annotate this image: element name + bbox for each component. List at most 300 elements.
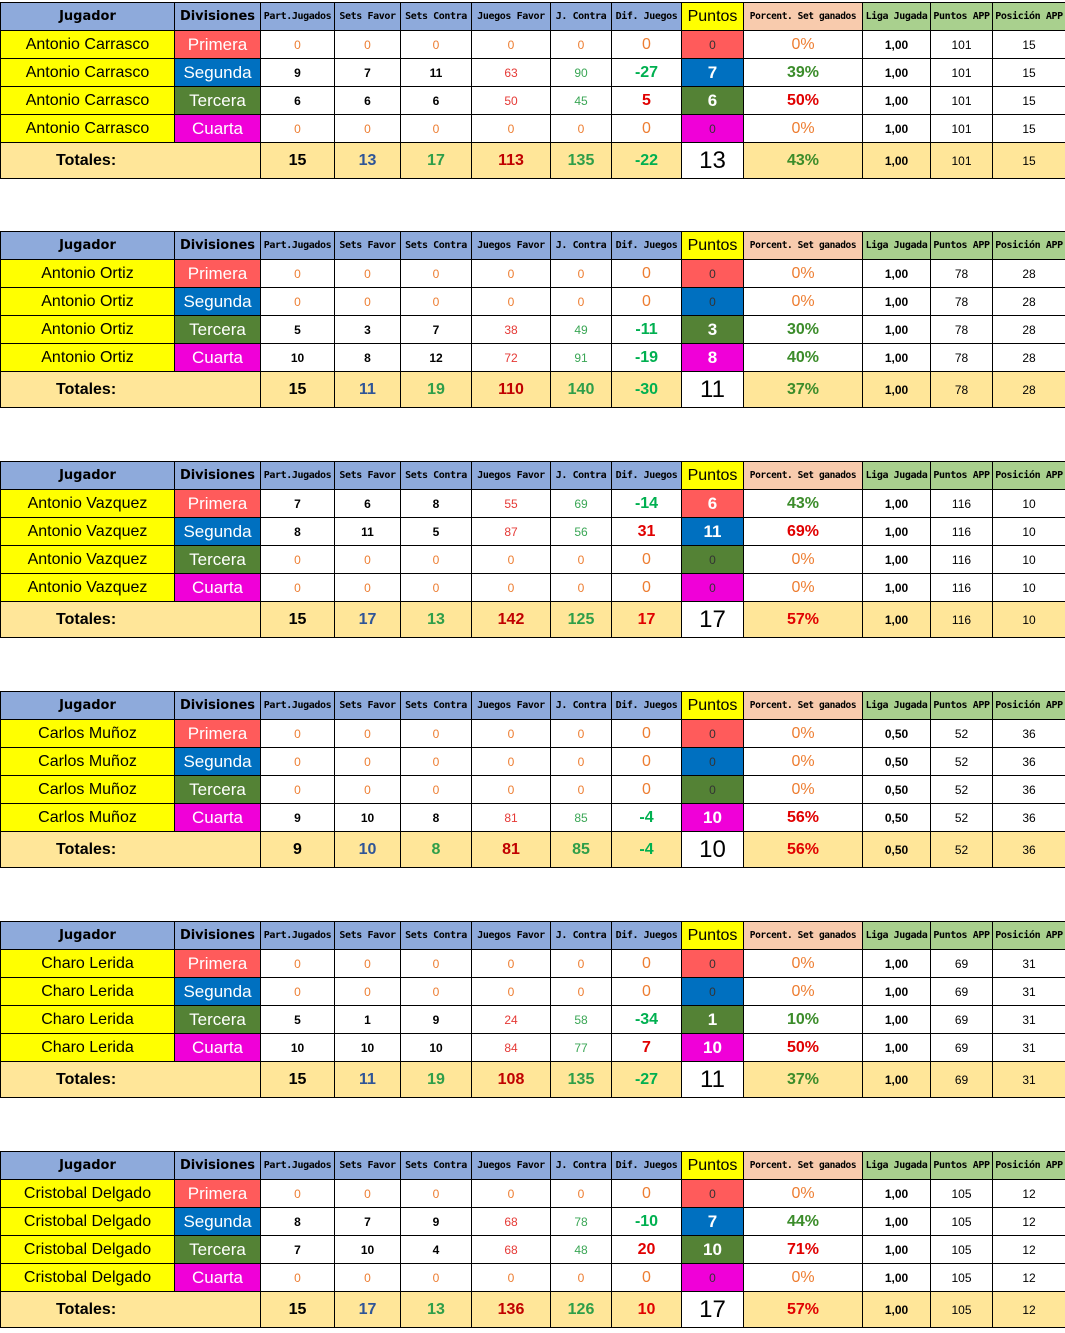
player-name-cell[interactable]: Charo Lerida (1, 1034, 175, 1062)
juegos-favor-cell[interactable]: 68 (472, 1208, 551, 1236)
juegos-contra-cell[interactable]: 0 (551, 1180, 612, 1208)
sets-contra-cell[interactable]: 0 (401, 1180, 472, 1208)
partidos-cell[interactable]: 8 (261, 518, 335, 546)
porcentaje-cell[interactable]: 44% (744, 1208, 863, 1236)
puntos-cell[interactable]: 0 (682, 776, 744, 804)
partidos-cell[interactable]: 0 (261, 748, 335, 776)
liga-cell[interactable]: 1,00 (863, 1034, 931, 1062)
puntos-app-cell[interactable]: 101 (931, 115, 993, 143)
header-liga[interactable]: Liga Jugada (863, 462, 931, 490)
header-juegos-favor[interactable]: Juegos Favor (472, 922, 551, 950)
sets-favor-cell[interactable]: 7 (335, 1208, 401, 1236)
porcentaje-cell[interactable]: 0% (744, 546, 863, 574)
header-dif-juegos[interactable]: Dif. Juegos (612, 692, 682, 720)
liga-cell[interactable]: 1,00 (863, 1006, 931, 1034)
juegos-favor-cell[interactable]: 0 (472, 776, 551, 804)
sets-favor-cell[interactable]: 0 (335, 1180, 401, 1208)
puntos-app-cell[interactable]: 101 (931, 87, 993, 115)
juegos-contra-cell[interactable]: 0 (551, 1264, 612, 1292)
porcentaje-cell[interactable]: 0% (744, 950, 863, 978)
liga-cell[interactable]: 0,50 (863, 720, 931, 748)
header-partidos[interactable]: Part.Jugados (261, 232, 335, 260)
player-name-cell[interactable]: Charo Lerida (1, 1006, 175, 1034)
player-name-cell[interactable]: Antonio Ortiz (1, 316, 175, 344)
totals-label[interactable]: Totales: (1, 602, 261, 638)
header-liga[interactable]: Liga Jugada (863, 1152, 931, 1180)
totals-puntos-app[interactable]: 78 (931, 372, 993, 408)
division-cell[interactable]: Segunda (175, 978, 261, 1006)
totals-partidos[interactable]: 15 (261, 602, 335, 638)
liga-cell[interactable]: 1,00 (863, 546, 931, 574)
header-posicion-app[interactable]: Posición APP (993, 692, 1065, 720)
division-cell[interactable]: Tercera (175, 87, 261, 115)
player-name-cell[interactable]: Cristobal Delgado (1, 1236, 175, 1264)
totals-puntos[interactable]: 10 (682, 832, 744, 868)
header-sets-favor[interactable]: Sets Favor (335, 1152, 401, 1180)
division-cell[interactable]: Tercera (175, 776, 261, 804)
porcentaje-cell[interactable]: 0% (744, 288, 863, 316)
liga-cell[interactable]: 1,00 (863, 344, 931, 372)
juegos-contra-cell[interactable]: 45 (551, 87, 612, 115)
division-cell[interactable]: Cuarta (175, 574, 261, 602)
header-juegos-contra[interactable]: J. Contra (551, 1152, 612, 1180)
juegos-contra-cell[interactable]: 0 (551, 288, 612, 316)
posicion-app-cell[interactable]: 31 (993, 950, 1065, 978)
puntos-app-cell[interactable]: 69 (931, 978, 993, 1006)
header-divisiones[interactable]: Divisiones (175, 922, 261, 950)
puntos-cell[interactable]: 0 (682, 720, 744, 748)
sets-favor-cell[interactable]: 8 (335, 344, 401, 372)
juegos-favor-cell[interactable]: 0 (472, 720, 551, 748)
porcentaje-cell[interactable]: 0% (744, 776, 863, 804)
totals-dif-juegos[interactable]: 17 (612, 602, 682, 638)
header-sets-favor[interactable]: Sets Favor (335, 692, 401, 720)
sets-favor-cell[interactable]: 7 (335, 59, 401, 87)
header-puntos[interactable]: Puntos (682, 3, 744, 31)
header-partidos[interactable]: Part.Jugados (261, 692, 335, 720)
totals-juegos-contra[interactable]: 85 (551, 832, 612, 868)
puntos-app-cell[interactable]: 105 (931, 1236, 993, 1264)
header-liga[interactable]: Liga Jugada (863, 692, 931, 720)
partidos-cell[interactable]: 0 (261, 1264, 335, 1292)
dif-juegos-cell[interactable]: 0 (612, 260, 682, 288)
sets-contra-cell[interactable]: 12 (401, 344, 472, 372)
totals-partidos[interactable]: 9 (261, 832, 335, 868)
header-jugador[interactable]: Jugador (1, 462, 175, 490)
juegos-favor-cell[interactable]: 63 (472, 59, 551, 87)
partidos-cell[interactable]: 0 (261, 546, 335, 574)
player-name-cell[interactable]: Antonio Carrasco (1, 31, 175, 59)
dif-juegos-cell[interactable]: 7 (612, 1034, 682, 1062)
player-name-cell[interactable]: Antonio Vazquez (1, 518, 175, 546)
totals-liga[interactable]: 1,00 (863, 602, 931, 638)
header-partidos[interactable]: Part.Jugados (261, 462, 335, 490)
posicion-app-cell[interactable]: 31 (993, 1006, 1065, 1034)
juegos-favor-cell[interactable]: 72 (472, 344, 551, 372)
liga-cell[interactable]: 1,00 (863, 574, 931, 602)
partidos-cell[interactable]: 0 (261, 574, 335, 602)
juegos-contra-cell[interactable]: 56 (551, 518, 612, 546)
partidos-cell[interactable]: 0 (261, 1180, 335, 1208)
porcentaje-cell[interactable]: 39% (744, 59, 863, 87)
division-cell[interactable]: Tercera (175, 1006, 261, 1034)
totals-sets-favor[interactable]: 10 (335, 832, 401, 868)
header-partidos[interactable]: Part.Jugados (261, 922, 335, 950)
puntos-cell[interactable]: 3 (682, 316, 744, 344)
juegos-favor-cell[interactable]: 87 (472, 518, 551, 546)
header-juegos-favor[interactable]: Juegos Favor (472, 3, 551, 31)
division-cell[interactable]: Primera (175, 260, 261, 288)
totals-juegos-contra[interactable]: 135 (551, 143, 612, 179)
partidos-cell[interactable]: 6 (261, 87, 335, 115)
juegos-favor-cell[interactable]: 0 (472, 260, 551, 288)
totals-porcentaje[interactable]: 57% (744, 1292, 863, 1328)
totals-puntos-app[interactable]: 105 (931, 1292, 993, 1328)
division-cell[interactable]: Segunda (175, 59, 261, 87)
division-cell[interactable]: Primera (175, 490, 261, 518)
header-sets-favor[interactable]: Sets Favor (335, 922, 401, 950)
sets-favor-cell[interactable]: 6 (335, 490, 401, 518)
porcentaje-cell[interactable]: 69% (744, 518, 863, 546)
posicion-app-cell[interactable]: 10 (993, 518, 1065, 546)
totals-porcentaje[interactable]: 37% (744, 1062, 863, 1098)
puntos-cell[interactable]: 0 (682, 546, 744, 574)
totals-sets-favor[interactable]: 11 (335, 372, 401, 408)
header-puntos-app[interactable]: Puntos APP (931, 692, 993, 720)
header-puntos[interactable]: Puntos (682, 1152, 744, 1180)
player-name-cell[interactable]: Charo Lerida (1, 978, 175, 1006)
division-cell[interactable]: Tercera (175, 316, 261, 344)
player-name-cell[interactable]: Antonio Carrasco (1, 115, 175, 143)
posicion-app-cell[interactable]: 12 (993, 1208, 1065, 1236)
totals-juegos-contra[interactable]: 135 (551, 1062, 612, 1098)
sets-favor-cell[interactable]: 0 (335, 776, 401, 804)
sets-favor-cell[interactable]: 0 (335, 31, 401, 59)
sets-contra-cell[interactable]: 0 (401, 1264, 472, 1292)
header-posicion-app[interactable]: Posición APP (993, 462, 1065, 490)
posicion-app-cell[interactable]: 28 (993, 344, 1065, 372)
sets-favor-cell[interactable]: 0 (335, 950, 401, 978)
sets-contra-cell[interactable]: 9 (401, 1208, 472, 1236)
juegos-contra-cell[interactable]: 91 (551, 344, 612, 372)
partidos-cell[interactable]: 8 (261, 1208, 335, 1236)
dif-juegos-cell[interactable]: -4 (612, 804, 682, 832)
porcentaje-cell[interactable]: 10% (744, 1006, 863, 1034)
sets-favor-cell[interactable]: 0 (335, 288, 401, 316)
liga-cell[interactable]: 1,00 (863, 490, 931, 518)
puntos-app-cell[interactable]: 78 (931, 316, 993, 344)
juegos-favor-cell[interactable]: 0 (472, 950, 551, 978)
division-cell[interactable]: Primera (175, 1180, 261, 1208)
liga-cell[interactable]: 1,00 (863, 1264, 931, 1292)
puntos-cell[interactable]: 0 (682, 288, 744, 316)
juegos-favor-cell[interactable]: 0 (472, 574, 551, 602)
sets-contra-cell[interactable]: 6 (401, 87, 472, 115)
juegos-contra-cell[interactable]: 48 (551, 1236, 612, 1264)
player-name-cell[interactable]: Antonio Ortiz (1, 344, 175, 372)
puntos-cell[interactable]: 0 (682, 950, 744, 978)
liga-cell[interactable]: 1,00 (863, 31, 931, 59)
partidos-cell[interactable]: 0 (261, 115, 335, 143)
liga-cell[interactable]: 1,00 (863, 1208, 931, 1236)
header-jugador[interactable]: Jugador (1, 922, 175, 950)
totals-puntos[interactable]: 11 (682, 1062, 744, 1098)
division-cell[interactable]: Cuarta (175, 344, 261, 372)
dif-juegos-cell[interactable]: 0 (612, 1180, 682, 1208)
player-name-cell[interactable]: Carlos Muñoz (1, 748, 175, 776)
juegos-contra-cell[interactable]: 0 (551, 978, 612, 1006)
header-porcentaje[interactable]: Porcent. Set ganados (744, 692, 863, 720)
totals-puntos-app[interactable]: 101 (931, 143, 993, 179)
totals-liga[interactable]: 1,00 (863, 143, 931, 179)
juegos-favor-cell[interactable]: 50 (472, 87, 551, 115)
partidos-cell[interactable]: 7 (261, 490, 335, 518)
dif-juegos-cell[interactable]: -27 (612, 59, 682, 87)
totals-dif-juegos[interactable]: 10 (612, 1292, 682, 1328)
player-name-cell[interactable]: Antonio Ortiz (1, 288, 175, 316)
liga-cell[interactable]: 1,00 (863, 1236, 931, 1264)
totals-sets-contra[interactable]: 19 (401, 1062, 472, 1098)
totals-partidos[interactable]: 15 (261, 1292, 335, 1328)
totals-puntos[interactable]: 17 (682, 1292, 744, 1328)
posicion-app-cell[interactable]: 12 (993, 1180, 1065, 1208)
posicion-app-cell[interactable]: 36 (993, 748, 1065, 776)
totals-juegos-favor[interactable]: 113 (472, 143, 551, 179)
juegos-contra-cell[interactable]: 0 (551, 720, 612, 748)
sets-favor-cell[interactable]: 0 (335, 1264, 401, 1292)
juegos-contra-cell[interactable]: 0 (551, 31, 612, 59)
division-cell[interactable]: Tercera (175, 546, 261, 574)
partidos-cell[interactable]: 9 (261, 804, 335, 832)
dif-juegos-cell[interactable]: -19 (612, 344, 682, 372)
puntos-app-cell[interactable]: 101 (931, 31, 993, 59)
sets-contra-cell[interactable]: 0 (401, 950, 472, 978)
dif-juegos-cell[interactable]: 5 (612, 87, 682, 115)
totals-partidos[interactable]: 15 (261, 1062, 335, 1098)
puntos-cell[interactable]: 0 (682, 260, 744, 288)
dif-juegos-cell[interactable]: -14 (612, 490, 682, 518)
dif-juegos-cell[interactable]: 0 (612, 950, 682, 978)
puntos-app-cell[interactable]: 69 (931, 950, 993, 978)
division-cell[interactable]: Primera (175, 720, 261, 748)
header-dif-juegos[interactable]: Dif. Juegos (612, 922, 682, 950)
player-name-cell[interactable]: Antonio Carrasco (1, 59, 175, 87)
puntos-cell[interactable]: 0 (682, 115, 744, 143)
totals-posicion-app[interactable]: 28 (993, 372, 1065, 408)
totals-juegos-contra[interactable]: 125 (551, 602, 612, 638)
header-posicion-app[interactable]: Posición APP (993, 922, 1065, 950)
division-cell[interactable]: Segunda (175, 288, 261, 316)
header-dif-juegos[interactable]: Dif. Juegos (612, 1152, 682, 1180)
juegos-contra-cell[interactable]: 0 (551, 776, 612, 804)
partidos-cell[interactable]: 5 (261, 1006, 335, 1034)
juegos-favor-cell[interactable]: 84 (472, 1034, 551, 1062)
liga-cell[interactable]: 1,00 (863, 59, 931, 87)
juegos-contra-cell[interactable]: 0 (551, 950, 612, 978)
juegos-favor-cell[interactable]: 68 (472, 1236, 551, 1264)
sets-contra-cell[interactable]: 7 (401, 316, 472, 344)
player-name-cell[interactable]: Carlos Muñoz (1, 804, 175, 832)
totals-porcentaje[interactable]: 37% (744, 372, 863, 408)
puntos-app-cell[interactable]: 116 (931, 518, 993, 546)
puntos-cell[interactable]: 1 (682, 1006, 744, 1034)
sets-contra-cell[interactable]: 10 (401, 1034, 472, 1062)
totals-porcentaje[interactable]: 43% (744, 143, 863, 179)
totals-juegos-favor[interactable]: 110 (472, 372, 551, 408)
totals-sets-favor[interactable]: 17 (335, 602, 401, 638)
header-divisiones[interactable]: Divisiones (175, 462, 261, 490)
header-juegos-contra[interactable]: J. Contra (551, 692, 612, 720)
puntos-app-cell[interactable]: 52 (931, 804, 993, 832)
totals-puntos-app[interactable]: 116 (931, 602, 993, 638)
totals-partidos[interactable]: 15 (261, 143, 335, 179)
dif-juegos-cell[interactable]: -34 (612, 1006, 682, 1034)
sets-contra-cell[interactable]: 8 (401, 804, 472, 832)
division-cell[interactable]: Cuarta (175, 1264, 261, 1292)
totals-dif-juegos[interactable]: -22 (612, 143, 682, 179)
totals-sets-contra[interactable]: 13 (401, 1292, 472, 1328)
juegos-contra-cell[interactable]: 78 (551, 1208, 612, 1236)
totals-porcentaje[interactable]: 56% (744, 832, 863, 868)
header-jugador[interactable]: Jugador (1, 232, 175, 260)
liga-cell[interactable]: 1,00 (863, 1180, 931, 1208)
sets-contra-cell[interactable]: 0 (401, 31, 472, 59)
puntos-cell[interactable]: 6 (682, 490, 744, 518)
totals-partidos[interactable]: 15 (261, 372, 335, 408)
header-sets-favor[interactable]: Sets Favor (335, 232, 401, 260)
posicion-app-cell[interactable]: 12 (993, 1264, 1065, 1292)
juegos-contra-cell[interactable]: 69 (551, 490, 612, 518)
header-porcentaje[interactable]: Porcent. Set ganados (744, 462, 863, 490)
header-sets-favor[interactable]: Sets Favor (335, 3, 401, 31)
puntos-cell[interactable]: 0 (682, 574, 744, 602)
header-divisiones[interactable]: Divisiones (175, 232, 261, 260)
totals-liga[interactable]: 0,50 (863, 832, 931, 868)
posicion-app-cell[interactable]: 10 (993, 546, 1065, 574)
dif-juegos-cell[interactable]: 0 (612, 288, 682, 316)
header-juegos-favor[interactable]: Juegos Favor (472, 462, 551, 490)
totals-posicion-app[interactable]: 12 (993, 1292, 1065, 1328)
porcentaje-cell[interactable]: 56% (744, 804, 863, 832)
totals-label[interactable]: Totales: (1, 832, 261, 868)
totals-puntos[interactable]: 11 (682, 372, 744, 408)
partidos-cell[interactable]: 0 (261, 260, 335, 288)
porcentaje-cell[interactable]: 0% (744, 115, 863, 143)
puntos-cell[interactable]: 10 (682, 804, 744, 832)
totals-juegos-favor[interactable]: 108 (472, 1062, 551, 1098)
juegos-favor-cell[interactable]: 38 (472, 316, 551, 344)
header-juegos-contra[interactable]: J. Contra (551, 232, 612, 260)
partidos-cell[interactable]: 7 (261, 1236, 335, 1264)
sets-contra-cell[interactable]: 0 (401, 288, 472, 316)
header-sets-contra[interactable]: Sets Contra (401, 462, 472, 490)
puntos-cell[interactable]: 7 (682, 59, 744, 87)
header-juegos-favor[interactable]: Juegos Favor (472, 1152, 551, 1180)
header-porcentaje[interactable]: Porcent. Set ganados (744, 922, 863, 950)
header-liga[interactable]: Liga Jugada (863, 232, 931, 260)
player-name-cell[interactable]: Carlos Muñoz (1, 776, 175, 804)
puntos-app-cell[interactable]: 105 (931, 1180, 993, 1208)
partidos-cell[interactable]: 5 (261, 316, 335, 344)
juegos-contra-cell[interactable]: 90 (551, 59, 612, 87)
header-puntos[interactable]: Puntos (682, 462, 744, 490)
puntos-app-cell[interactable]: 116 (931, 490, 993, 518)
sets-favor-cell[interactable]: 0 (335, 720, 401, 748)
sets-favor-cell[interactable]: 3 (335, 316, 401, 344)
sets-contra-cell[interactable]: 8 (401, 490, 472, 518)
header-puntos-app[interactable]: Puntos APP (931, 232, 993, 260)
porcentaje-cell[interactable]: 0% (744, 748, 863, 776)
totals-puntos-app[interactable]: 52 (931, 832, 993, 868)
player-name-cell[interactable]: Antonio Vazquez (1, 490, 175, 518)
totals-liga[interactable]: 1,00 (863, 372, 931, 408)
partidos-cell[interactable]: 10 (261, 344, 335, 372)
porcentaje-cell[interactable]: 0% (744, 260, 863, 288)
header-divisiones[interactable]: Divisiones (175, 1152, 261, 1180)
totals-dif-juegos[interactable]: -30 (612, 372, 682, 408)
sets-favor-cell[interactable]: 0 (335, 574, 401, 602)
puntos-app-cell[interactable]: 101 (931, 59, 993, 87)
totals-label[interactable]: Totales: (1, 143, 261, 179)
totals-puntos-app[interactable]: 69 (931, 1062, 993, 1098)
liga-cell[interactable]: 0,50 (863, 776, 931, 804)
totals-sets-contra[interactable]: 19 (401, 372, 472, 408)
header-sets-favor[interactable]: Sets Favor (335, 462, 401, 490)
sets-contra-cell[interactable]: 0 (401, 720, 472, 748)
sets-favor-cell[interactable]: 0 (335, 748, 401, 776)
juegos-contra-cell[interactable]: 58 (551, 1006, 612, 1034)
header-partidos[interactable]: Part.Jugados (261, 3, 335, 31)
header-juegos-favor[interactable]: Juegos Favor (472, 232, 551, 260)
porcentaje-cell[interactable]: 0% (744, 574, 863, 602)
liga-cell[interactable]: 1,00 (863, 288, 931, 316)
puntos-app-cell[interactable]: 78 (931, 288, 993, 316)
dif-juegos-cell[interactable]: -10 (612, 1208, 682, 1236)
player-name-cell[interactable]: Antonio Vazquez (1, 574, 175, 602)
division-cell[interactable]: Tercera (175, 1236, 261, 1264)
juegos-favor-cell[interactable]: 55 (472, 490, 551, 518)
division-cell[interactable]: Segunda (175, 748, 261, 776)
posicion-app-cell[interactable]: 36 (993, 720, 1065, 748)
puntos-cell[interactable]: 0 (682, 1264, 744, 1292)
header-posicion-app[interactable]: Posición APP (993, 232, 1065, 260)
header-puntos-app[interactable]: Puntos APP (931, 922, 993, 950)
division-cell[interactable]: Cuarta (175, 115, 261, 143)
player-name-cell[interactable]: Cristobal Delgado (1, 1208, 175, 1236)
juegos-favor-cell[interactable]: 24 (472, 1006, 551, 1034)
sets-contra-cell[interactable]: 9 (401, 1006, 472, 1034)
puntos-app-cell[interactable]: 105 (931, 1264, 993, 1292)
sets-contra-cell[interactable]: 0 (401, 776, 472, 804)
dif-juegos-cell[interactable]: 0 (612, 546, 682, 574)
header-sets-contra[interactable]: Sets Contra (401, 3, 472, 31)
posicion-app-cell[interactable]: 10 (993, 574, 1065, 602)
porcentaje-cell[interactable]: 43% (744, 490, 863, 518)
header-jugador[interactable]: Jugador (1, 692, 175, 720)
totals-sets-favor[interactable]: 11 (335, 1062, 401, 1098)
dif-juegos-cell[interactable]: 0 (612, 776, 682, 804)
division-cell[interactable]: Segunda (175, 518, 261, 546)
dif-juegos-cell[interactable]: 0 (612, 115, 682, 143)
juegos-favor-cell[interactable]: 0 (472, 31, 551, 59)
division-cell[interactable]: Primera (175, 950, 261, 978)
partidos-cell[interactable]: 0 (261, 776, 335, 804)
dif-juegos-cell[interactable]: 0 (612, 720, 682, 748)
posicion-app-cell[interactable]: 31 (993, 978, 1065, 1006)
puntos-app-cell[interactable]: 69 (931, 1034, 993, 1062)
puntos-cell[interactable]: 0 (682, 1180, 744, 1208)
juegos-contra-cell[interactable]: 0 (551, 546, 612, 574)
